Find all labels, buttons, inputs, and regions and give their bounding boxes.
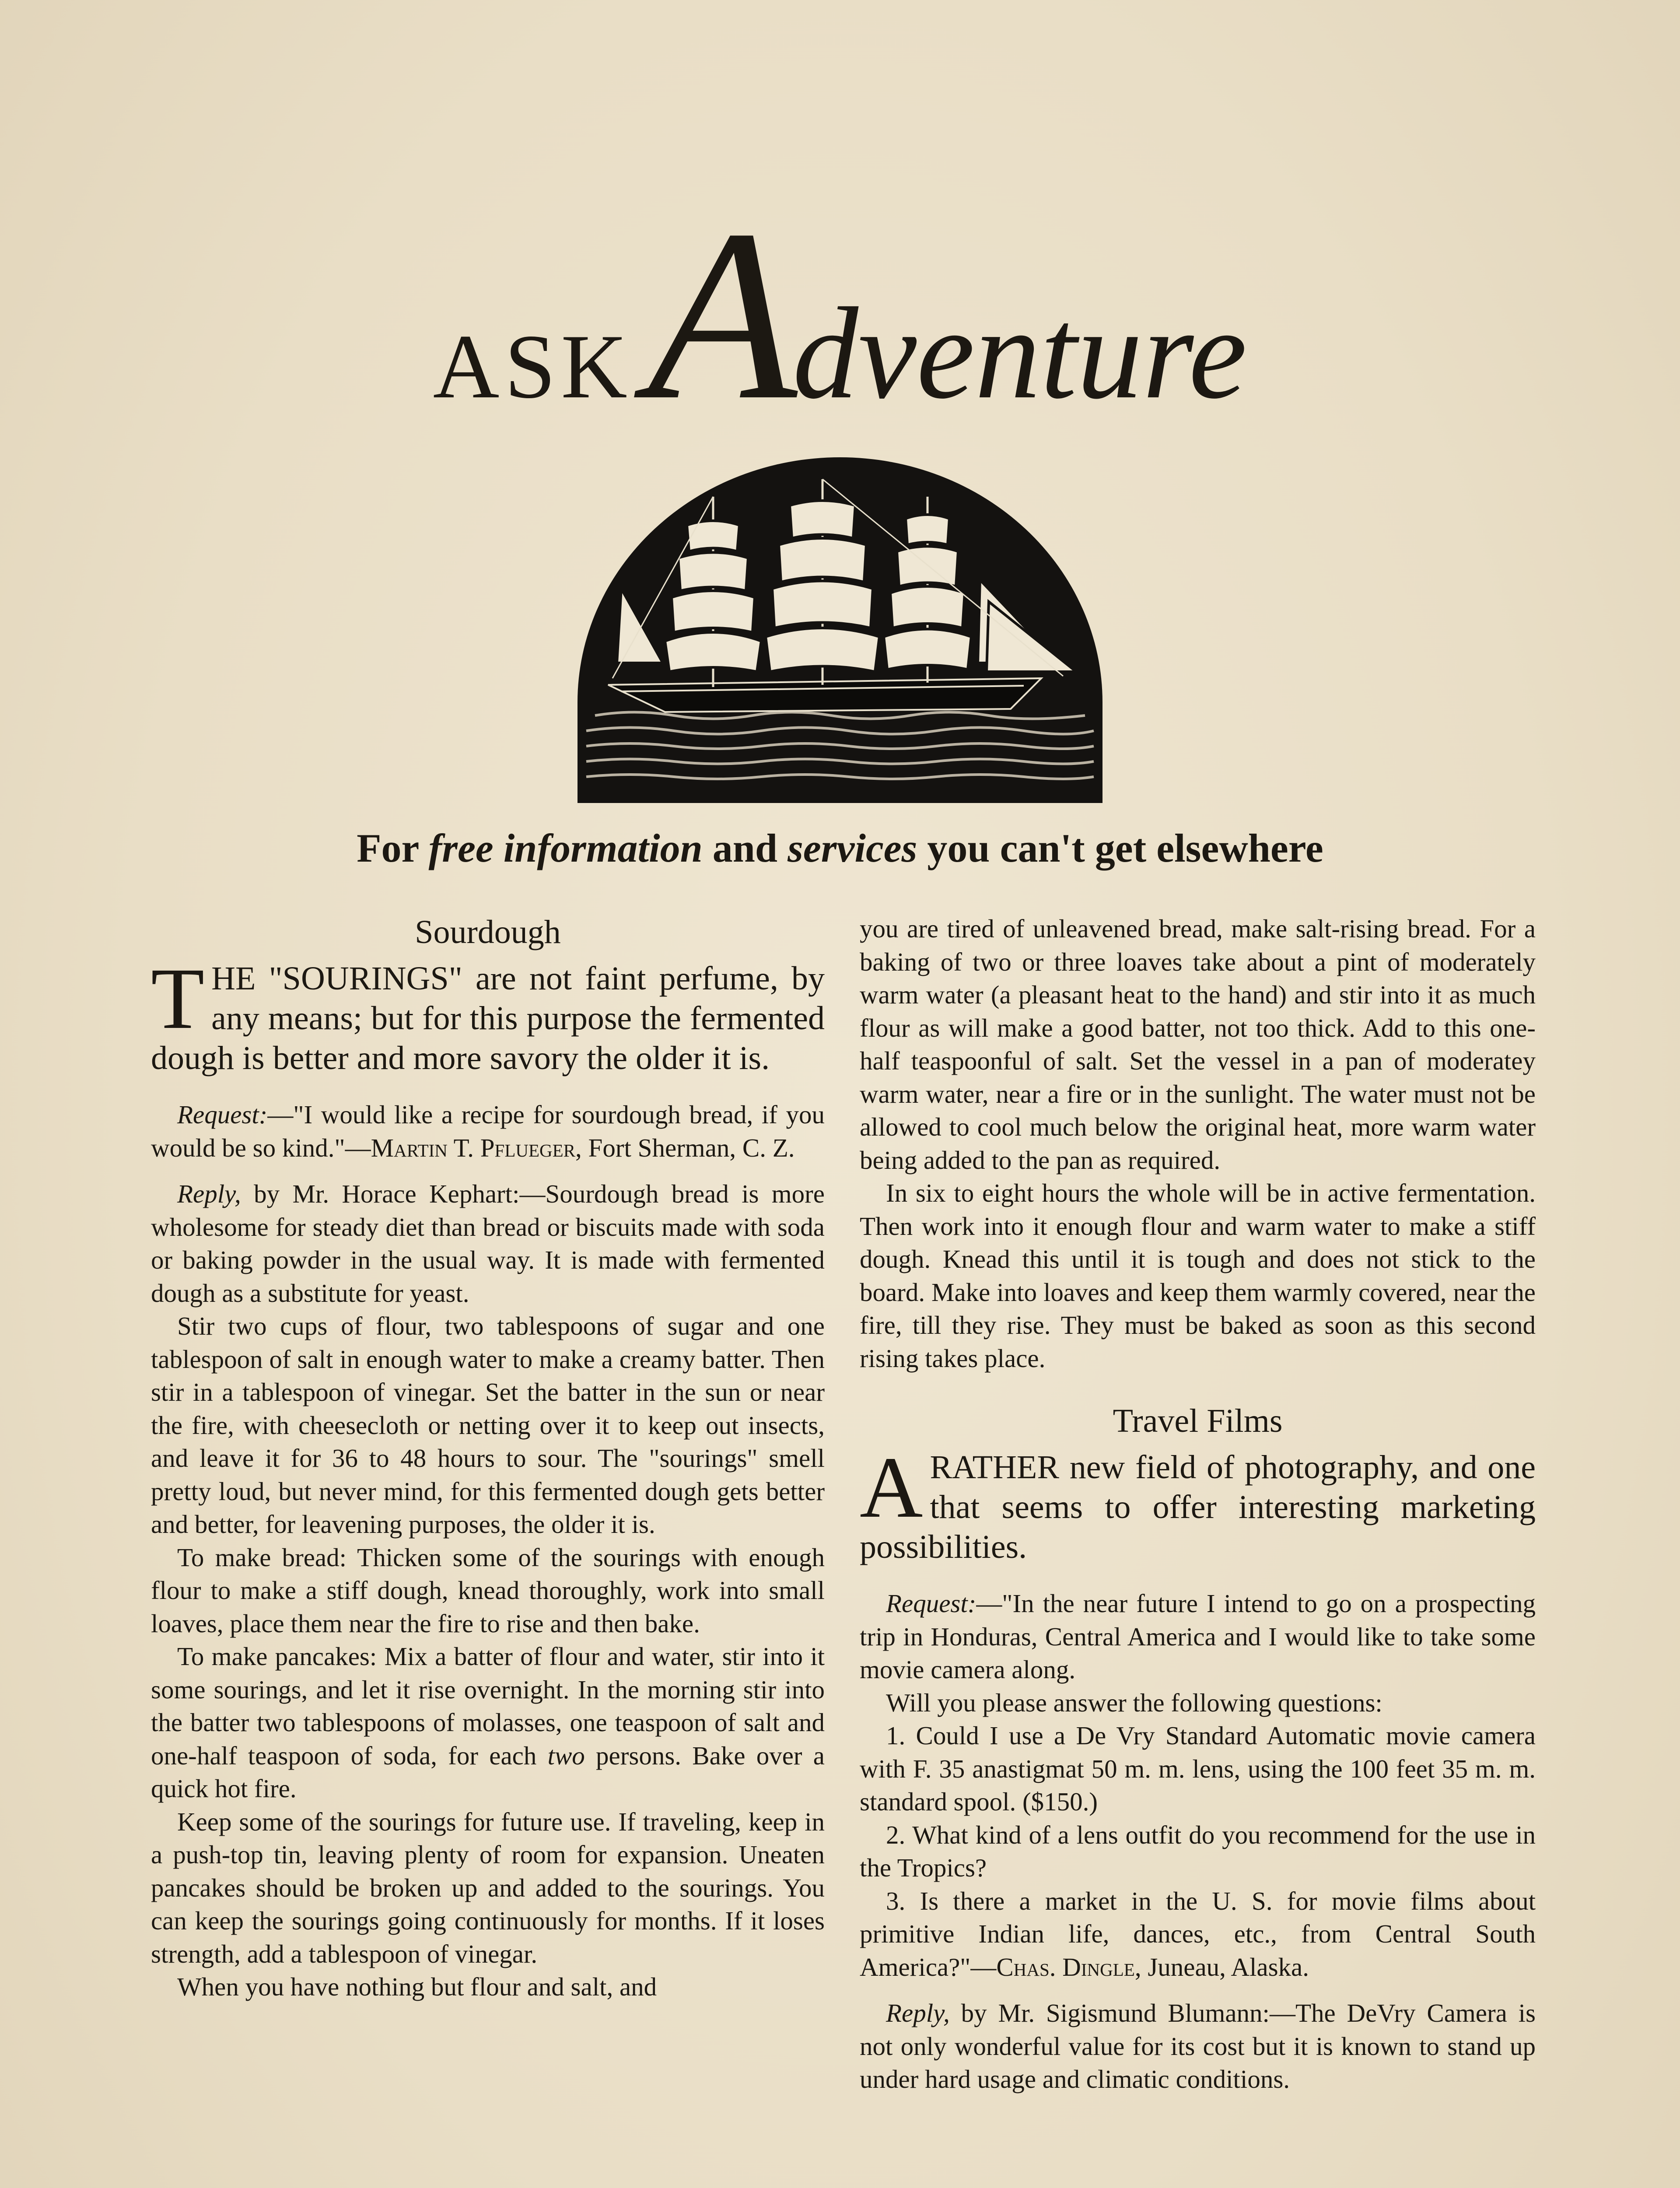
tagline-rest: you can't get elsewhere [927, 826, 1323, 870]
masthead-ask: ASK [433, 316, 633, 417]
masthead-rest: dventure [792, 281, 1247, 426]
reply-label: Reply, [886, 1999, 950, 2027]
question-3-author: Chas. Dingle [996, 1952, 1135, 1981]
paragraph-keep: Keep some of the sourings for future use. If traveling, keep in a push-top tin, leaving plenty of room for expansion. Uneaten pancakes should be broken up and added to the sourings. You can keep the sourings going continuously for months. If it loses strength, add a tablespoon of vinegar. [151, 1807, 825, 1968]
tagline-free-information: free information [428, 826, 703, 870]
pancakes-two: two [547, 1741, 585, 1770]
reply-paragraph [860, 1997, 1536, 2096]
lead-paragraph-travel [860, 1439, 1536, 1567]
request-place: , Fort Sherman, C. Z. [575, 1133, 795, 1162]
request-text: —"I would like a recipe for sourdough bread, if you would be so kind."— [151, 1100, 825, 1162]
paragraph-stir: Stir two cups of flour, two tablespoons of sugar and one tablespoon of salt in enough water to make a creamy batter. Then stir in a tablespoon of vinegar. Set the batter in the sun or near the fire, with cheesecloth or netting over it to keep out insects, and leave it for 36 to 48 hours to sour. The "sourings" smell pretty loud, but never mind, for this fermented dough gets better and better, for leavening purposes, the older it is. [151, 1311, 825, 1539]
question-3-text: 3. Is there a market in the U. S. for movie films about primitive Indian life, dances, etc., from Central South America?"— [860, 1886, 1536, 1981]
paragraph-continued: you are tired of unleavened bread, make salt-rising bread. For a baking of two or three loaves take about a pint of moderately warm water (a pleasant heat to the hand) and stir into it as much flour as will make a good batter, not too thick. Add to this one-half teaspoonful of salt. Set the vessel in a pan of moderatey warm water, near a fire or in the sunlight. The water must not be allowed to cool much below the original heat, more warm water being added to the pan as required. [860, 914, 1536, 1175]
drop-cap: T [151, 950, 205, 1047]
paragraph-will: Will you please answer the following questions: [886, 1688, 1382, 1717]
tagline [0, 825, 1680, 871]
section-heading-sourdough: Sourdough [415, 914, 561, 950]
masthead-big-letter: A [647, 179, 797, 451]
question-3-place: , Juneau, Alaska. [1134, 1952, 1309, 1981]
reply-text: by Mr. Sigismund Blumann:—The DeVry Camera is not only wonderful value for its cost but it is known to stand up under hard usage and climatic conditions. [860, 1999, 1536, 2093]
request-paragraph [860, 1587, 1536, 1687]
question-3 [860, 1885, 1536, 1984]
tagline-services: services [788, 826, 917, 870]
reply-paragraph [151, 1178, 825, 1310]
pancakes-text-b: persons. Bake over a quick hot fire. [151, 1741, 825, 1803]
reply-label: Reply, [177, 1179, 241, 1208]
ship-illustration [569, 457, 1111, 807]
question-1: 1. Could I use a De Vry Standard Automatic movie camera with F. 35 anastigmat 50 m. m. lens, using the 100 feet 35 m. m. standard spool. ($150.) [860, 1721, 1536, 1816]
question-2: 2. What kind of a lens outfit do you recommend for the use in the Tropics? [860, 1820, 1536, 1882]
lead-paragraph-sourdough [151, 950, 825, 1078]
tagline-and: and [712, 826, 778, 870]
paragraph-when: When you have nothing but flour and salt, and [177, 1972, 657, 2001]
lead-text: HE "SOURINGS" are not faint perfume, by any means; but for this purpose the fermented dough is better and more savory the older it is. [151, 960, 825, 1076]
request-label: Request: [886, 1589, 976, 1618]
paragraph-bread: To make bread: Thicken some of the sourings with enough flour to make a stiff dough, knead thoroughly, work into small loaves, place them near the fire to rise and then bake. [151, 1543, 825, 1638]
left-column [151, 912, 825, 2004]
paragraph-six-hours: In six to eight hours the whole will be in active fermentation. Then work into it enough flour and warm water to make a stiff dough. Knead this until it is tough and does not stick to the board. Make into loaves and keep them warmly covered, near the fire, till they rise. They must be baked as soon as this second rising takes place. [860, 1178, 1536, 1373]
lead-text: RATHER new field of photography, and one that seems to offer interesting marketing possibilities. [860, 1449, 1536, 1565]
tagline-for: For [357, 826, 419, 870]
request-label: Request: [177, 1100, 268, 1129]
pancakes-text-a: To make pancakes: Mix a batter of flour and water, stir into it some sourings, and let it rise overnight. In the morning stir into the batter two tablespoons of molasses, one teaspoon of salt and one-half teaspoon of soda, for each [151, 1642, 825, 1770]
right-column [860, 912, 1536, 2096]
reply-text: by Mr. Horace Kephart:—Sourdough bread is more wholesome for steady diet than bread or biscuits made with soda or baking powder in the usual way. It is made with fermented dough as a substitute for yeast. [151, 1179, 825, 1308]
request-author: Martin T. Pflueger [371, 1133, 576, 1162]
request-text: —"In the near future I intend to go on a prospecting trip in Honduras, Central America and I would like to take some movie camera along. [860, 1589, 1536, 1684]
request-paragraph [151, 1098, 825, 1164]
drop-cap: A [860, 1439, 923, 1536]
section-heading-travel-films: Travel Films [1113, 1403, 1283, 1439]
masthead [0, 179, 1680, 451]
paragraph-pancakes [151, 1640, 825, 1806]
